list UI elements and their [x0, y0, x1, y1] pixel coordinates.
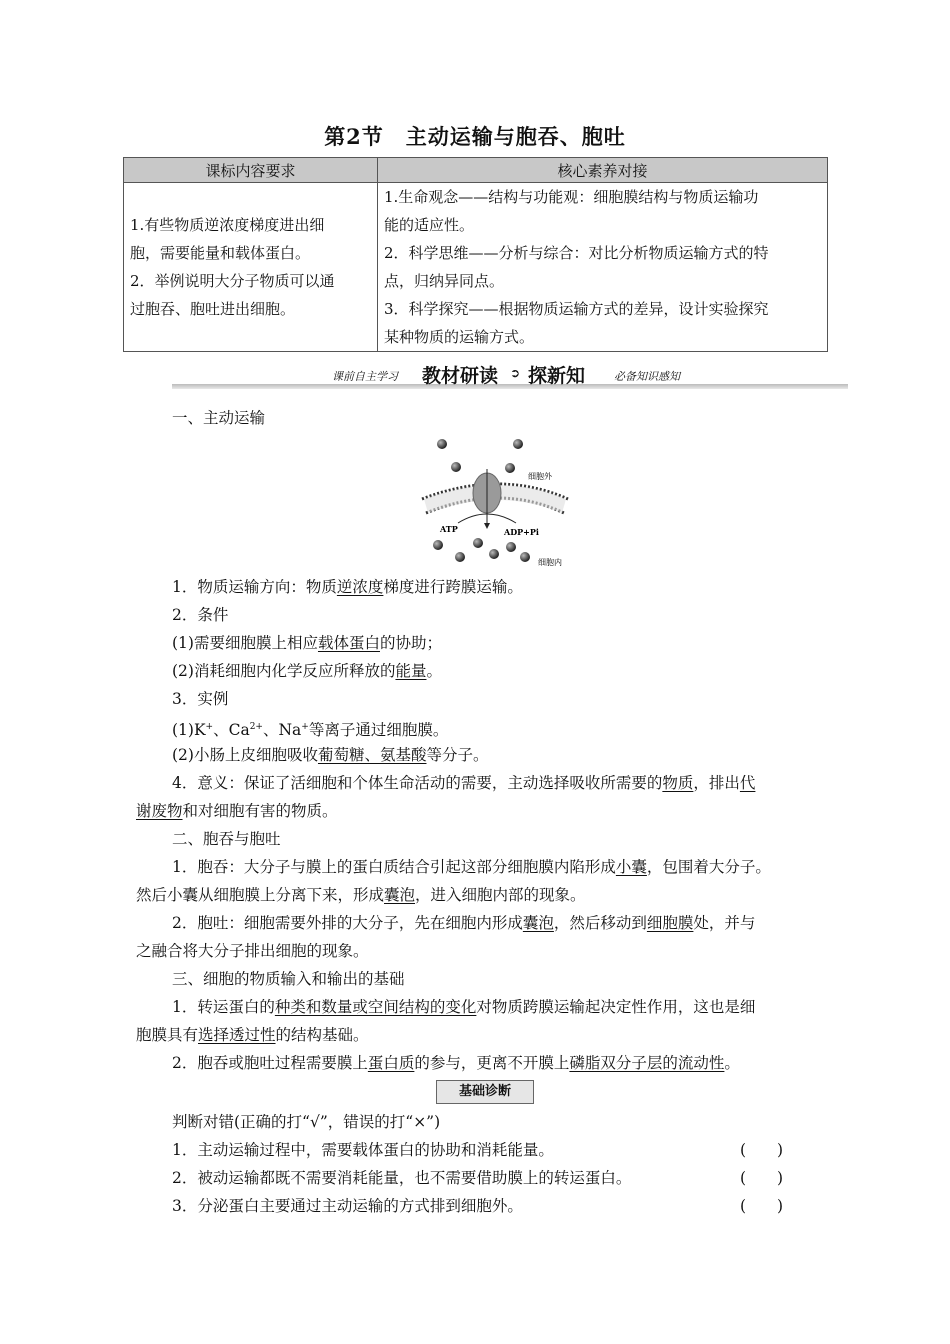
- answer-blank: 种类和数量或空间结构的变化: [274, 998, 477, 1016]
- section-banner: [172, 361, 848, 391]
- col1-line: 胞，需要能量和载体蛋白。: [130, 244, 311, 262]
- banner-left: 课前自主学习: [332, 370, 398, 383]
- s1-p4: 4．意义：保证了活细胞和个体生命活动的需要，主动选择吸收所需要的物质，排出代: [172, 774, 756, 792]
- s1-p4-cont: 谢废物和对细胞有害的物质。: [136, 802, 338, 820]
- s1-heading: 一、主动运输: [172, 409, 266, 427]
- s3-heading: 三、细胞的物质输入和输出的基础: [172, 970, 405, 988]
- s2-heading: 二、胞吞与胞吐: [172, 830, 281, 848]
- s1-p2: 2．条件: [172, 606, 229, 624]
- s1-p3: 3．实例: [172, 690, 229, 708]
- answer-paren[interactable]: ( ): [740, 1141, 784, 1159]
- diagnosis-badge: 基础诊断: [436, 1080, 534, 1104]
- s1-p2b: (2)消耗细胞内化学反应所释放的能量。: [172, 662, 442, 680]
- diagnosis-intro: 判断对错(正确的打“√”，错误的打“×”): [172, 1113, 441, 1131]
- answer-blank: 小囊: [615, 858, 647, 876]
- answer-blank: 蛋白质: [367, 1054, 415, 1072]
- arrow-icon: ➲: [510, 366, 521, 380]
- answer-paren[interactable]: ( ): [740, 1169, 784, 1187]
- s3-p1: 1．转运蛋白的种类和数量或空间结构的变化对物质跨膜运输起决定性作用，这也是细: [172, 998, 756, 1016]
- col2-line: 3．科学探究——根据物质运输方式的差异，设计实验探究: [384, 300, 769, 318]
- page-title: 第2节 主动运输与胞吞、胞吐: [324, 124, 626, 149]
- diagnosis-item: 1．主动运输过程中，需要载体蛋白的协助和消耗能量。 ( ): [172, 1136, 832, 1164]
- answer-blank: 囊泡: [522, 914, 554, 932]
- diagnosis-item: 3．分泌蛋白主要通过主动运输的方式排到细胞外。 ( ): [172, 1192, 832, 1220]
- s1-p1: 1．物质运输方向：物质逆浓度梯度进行跨膜运输。: [172, 578, 523, 596]
- answer-blank: 选择透过性: [198, 1026, 276, 1044]
- s1-p3a: (1)K+、$Ca^{2+}$、Na+等离子通过细胞膜。: [172, 721, 449, 740]
- banner-main-2: 探新知: [528, 365, 586, 387]
- banner-bar: [172, 384, 848, 389]
- col2-line: 能的适应性。: [384, 216, 475, 234]
- col1-content: [124, 183, 378, 352]
- answer-blank: 物质: [662, 774, 694, 792]
- s2-p2: 2．胞吐：细胞需要外排的大分子，先在细胞内形成囊泡，然后移动到细胞膜处，并与: [172, 914, 756, 932]
- col1-header: 课标内容要求: [124, 158, 378, 183]
- outside-label: 细胞外: [528, 472, 552, 481]
- answer-blank: 磷脂双分子层的流动性: [569, 1054, 725, 1072]
- col2-line: 某种物质的运输方式。: [384, 328, 535, 346]
- membrane-diagram: [420, 433, 580, 569]
- answer-blank: 谢废物: [136, 802, 183, 820]
- adp-label: ADP+Pi: [504, 527, 539, 537]
- requirements-table: [123, 157, 828, 352]
- col2-content: [378, 183, 828, 352]
- col1-line: 1.有些物质逆浓度梯度进出细: [130, 216, 325, 234]
- col1-line: 过胞吞、胞吐进出细胞。: [130, 300, 296, 318]
- answer-blank: 能量: [395, 662, 427, 680]
- banner-main-1: 教材研读: [422, 365, 499, 387]
- col2-line: 1.生命观念——结构与功能观：细胞膜结构与物质运输功: [384, 188, 759, 206]
- answer-blank: 囊泡: [384, 886, 416, 904]
- answer-blank: 细胞膜: [646, 914, 694, 932]
- diagnosis-item: 2．被动运输都既不需要消耗能量，也不需要借助膜上的转运蛋白。 ( ): [172, 1164, 832, 1192]
- answer-blank: 载体蛋白: [317, 634, 380, 652]
- banner-right: 必备知识感知: [614, 370, 680, 383]
- answer-blank: 葡萄糖、氨基酸: [317, 746, 427, 764]
- answer-blank: 代: [739, 774, 756, 792]
- s3-p2: 2．胞吞或胞吐过程需要膜上蛋白质的参与，更离不开膜上磷脂双分子层的流动性。: [172, 1054, 740, 1072]
- s3-p1-cont: 胞膜具有选择透过性的结构基础。: [136, 1026, 369, 1044]
- inside-label: 细胞内: [538, 558, 562, 567]
- col2-line: 点，归纳异同点。: [384, 272, 505, 290]
- answer-blank: 逆浓度: [336, 578, 384, 596]
- s2-p1: 1．胞吞：大分子与膜上的蛋白质结合引起这部分细胞膜内陷形成小囊，包围着大分子。: [172, 858, 771, 876]
- membrane-svg: [420, 433, 580, 569]
- col1-line: 2．举例说明大分子物质可以通: [130, 272, 335, 290]
- atp-label: ATP: [440, 524, 458, 534]
- s1-p3b: (2)小肠上皮细胞吸收葡萄糖、氨基酸等分子。: [172, 746, 489, 764]
- s2-p1-cont: 然后小囊从细胞膜上分离下来，形成囊泡，进入细胞内部的现象。: [136, 886, 586, 904]
- answer-paren[interactable]: ( ): [740, 1197, 784, 1215]
- col2-header: 核心素养对接: [378, 158, 828, 183]
- s2-p2-cont: 之融合将大分子排出细胞的现象。: [136, 942, 369, 960]
- col2-line: 2．科学思维——分析与综合：对比分析物质运输方式的特: [384, 244, 769, 262]
- s1-p2a: (1)需要细胞膜上相应载体蛋白的协助；: [172, 634, 442, 652]
